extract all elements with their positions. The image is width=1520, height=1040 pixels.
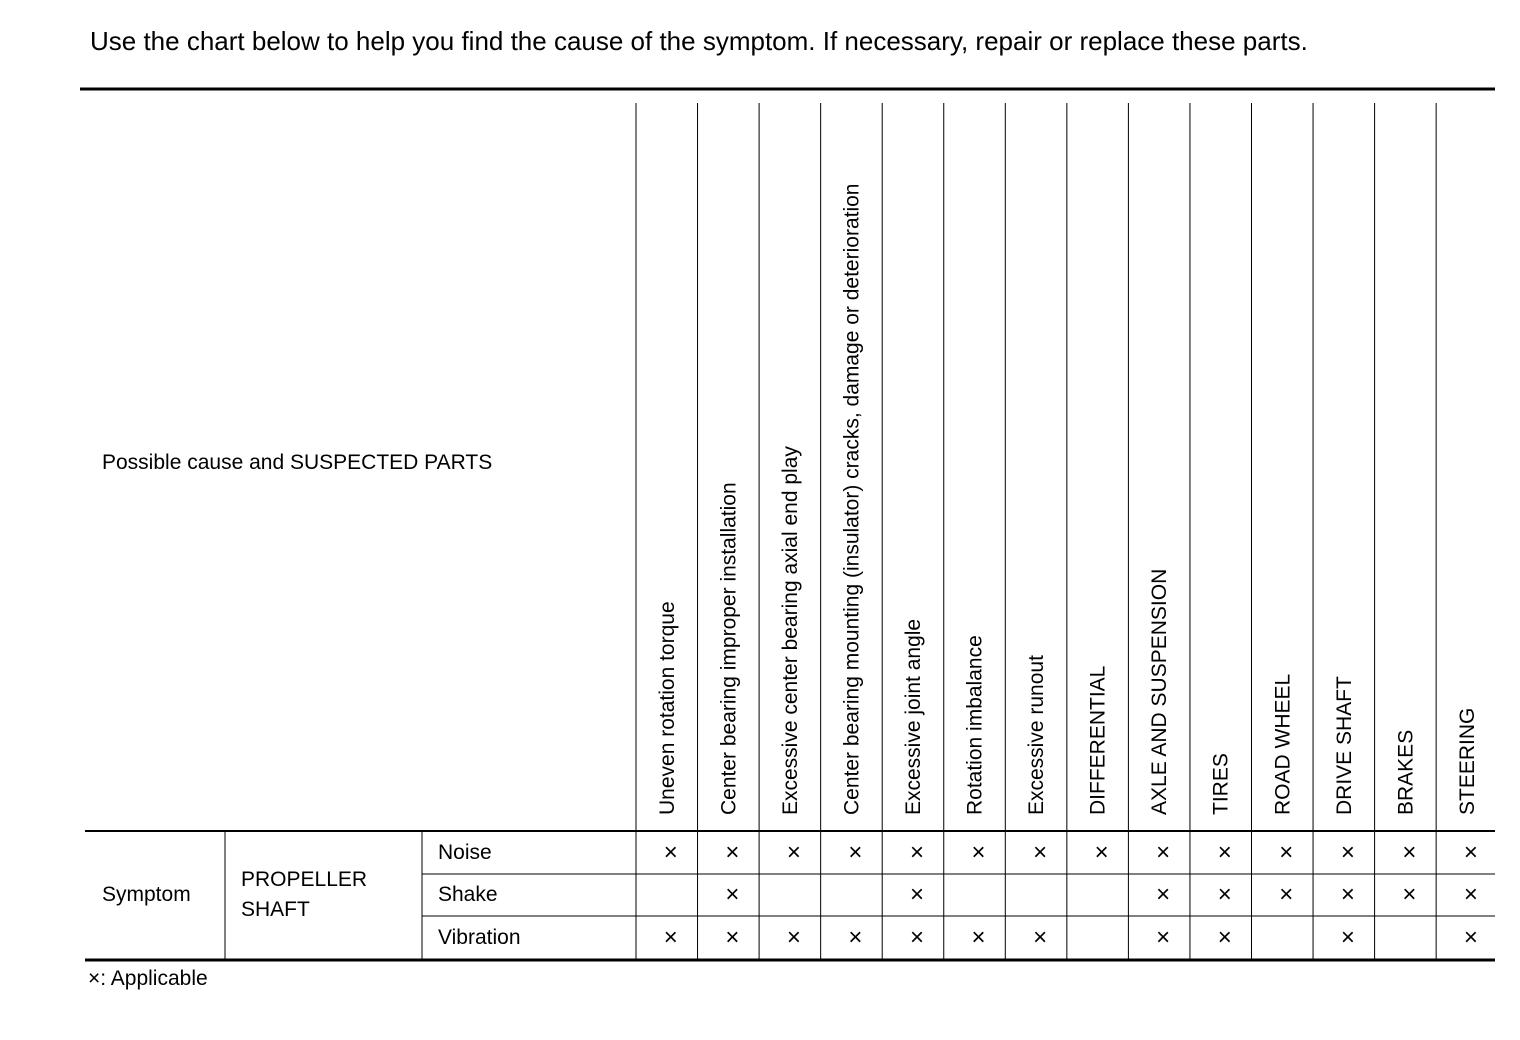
applicable-mark: ×	[725, 839, 740, 866]
applicable-mark: ×	[971, 839, 986, 866]
column-header: Excessive center bearing axial end play	[778, 446, 802, 815]
column-header: Center bearing mounting (insulator) cracks, damage or deterioration	[840, 183, 864, 815]
applicable-mark: ×	[1463, 924, 1478, 951]
applicable-mark: ×	[1156, 881, 1171, 908]
applicable-mark: ×	[1463, 839, 1478, 866]
applicable-mark: ×	[1094, 839, 1109, 866]
column-header: Excessive joint angle	[901, 618, 925, 815]
applicable-mark: ×	[1402, 881, 1417, 908]
applicable-mark: ×	[1217, 839, 1232, 866]
applicable-mark: ×	[1156, 839, 1171, 866]
column-header: Center bearing improper installation	[717, 482, 741, 815]
column-header: TIRES	[1209, 753, 1233, 815]
column-header: STEERING	[1455, 707, 1479, 815]
column-header: Uneven rotation torque	[655, 601, 679, 815]
applicable-mark: ×	[1156, 924, 1171, 951]
applicable-mark: ×	[1463, 881, 1478, 908]
applicable-mark: ×	[971, 924, 986, 951]
applicable-mark: ×	[909, 839, 924, 866]
column-header: BRAKES	[1394, 729, 1418, 815]
row-label: Shake	[438, 883, 498, 906]
applicable-mark: ×	[725, 924, 740, 951]
row-label: Vibration	[438, 926, 521, 949]
intro-text: Use the chart below to help you find the cause of the symptom. If necessary, repair or replace these parts.	[90, 26, 1308, 56]
component-label-line-1: PROPELLER	[241, 868, 368, 891]
applicable-mark: ×	[1033, 839, 1048, 866]
applicable-mark: ×	[786, 839, 801, 866]
applicable-mark: ×	[1340, 924, 1355, 951]
symptom-label: Symptom	[102, 883, 191, 906]
applicable-mark: ×	[1033, 924, 1048, 951]
applicable-mark: ×	[786, 924, 801, 951]
applicable-mark: ×	[909, 924, 924, 951]
applicable-mark: ×	[848, 839, 863, 866]
column-header: Rotation imbalance	[963, 635, 987, 815]
component-label-line-2: SHAFT	[241, 898, 310, 921]
column-header: Excessive runout	[1025, 655, 1049, 815]
applicable-mark: ×	[909, 881, 924, 908]
applicable-mark: ×	[848, 924, 863, 951]
applicable-mark: ×	[663, 924, 678, 951]
column-header: DIFFERENTIAL	[1086, 665, 1110, 815]
applicable-mark: ×	[1217, 924, 1232, 951]
applicable-mark: ×	[1340, 881, 1355, 908]
footnote-legend: ×: Applicable	[88, 967, 208, 990]
column-header: ROAD WHEEL	[1271, 673, 1295, 815]
column-header: DRIVE SHAFT	[1332, 676, 1356, 815]
applicable-mark: ×	[725, 881, 740, 908]
applicable-mark: ×	[1217, 881, 1232, 908]
applicable-mark: ×	[1402, 839, 1417, 866]
column-header: AXLE AND SUSPENSION	[1148, 568, 1172, 815]
row-label: Noise	[438, 841, 492, 864]
applicable-mark: ×	[1279, 839, 1294, 866]
applicable-mark: ×	[1279, 881, 1294, 908]
applicable-mark: ×	[663, 839, 678, 866]
header-label: Possible cause and SUSPECTED PARTS	[102, 451, 493, 474]
applicable-mark: ×	[1340, 839, 1355, 866]
